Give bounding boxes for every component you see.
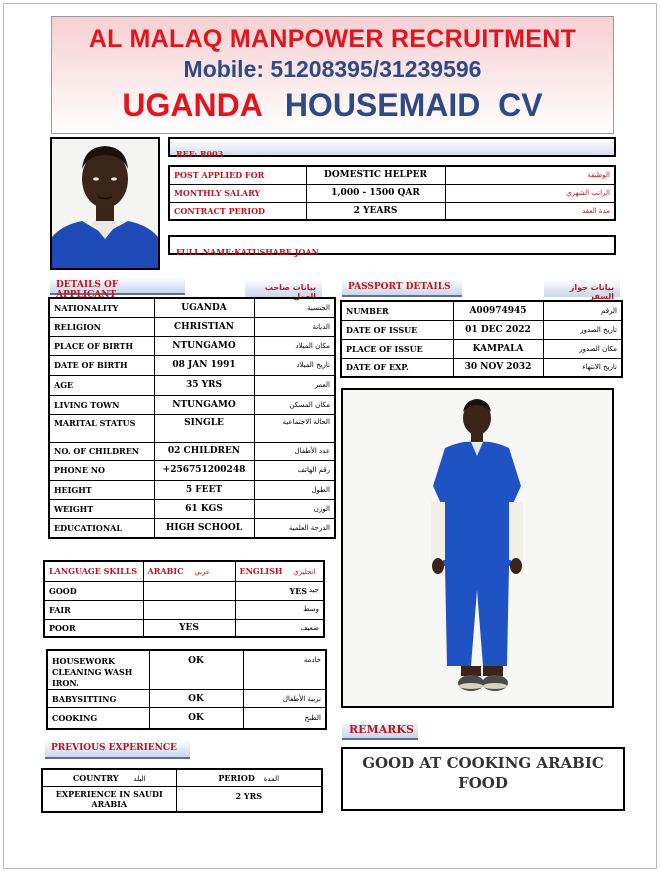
ref-box	[168, 137, 616, 157]
passport-label-ar: الرقم	[543, 301, 622, 320]
passport-label: NUMBER	[341, 301, 453, 320]
applicant-label: NATIONALITY	[49, 298, 154, 317]
experience-period-label-ar: المدة	[263, 774, 280, 783]
applicant-value: NTUNGAMO	[154, 395, 254, 414]
remarks-box: GOOD AT COOKING ARABIC FOOD	[341, 747, 625, 811]
portrait-image	[52, 139, 158, 268]
applicant-section-title-ar: بيانات صاحب العمل	[245, 279, 322, 297]
applicant-label: LIVING TOWN	[49, 395, 154, 414]
full-name: FULL NAME:KATUSHABE JOAN	[176, 247, 319, 257]
applicant-value: 61 KGS	[154, 499, 254, 518]
experience-table	[41, 768, 323, 813]
post-label-ar: الراتب الشهري	[445, 184, 615, 202]
applicant-label-ar: العمر	[254, 375, 335, 395]
passport-label: DATE OF EXP.	[341, 358, 453, 377]
applicant-table	[48, 297, 336, 539]
language-header-row	[44, 561, 324, 581]
applicant-label: RELIGION	[49, 317, 154, 336]
skill-label: COOKING	[47, 708, 149, 729]
applicant-label-ar: مكان المسكن	[254, 395, 335, 414]
language-header-arabic	[143, 561, 235, 581]
skill-label-ar: تربية الأطفال	[243, 690, 326, 708]
language-table	[43, 560, 325, 638]
applicant-label-ar: الجنسية	[254, 298, 335, 317]
full-body-image	[343, 390, 612, 706]
applicant-label: WEIGHT	[49, 499, 154, 518]
applicant-label-ar: مكان الميلاد	[254, 336, 335, 355]
applicant-value: SINGLE	[154, 414, 254, 442]
post-row	[169, 202, 615, 220]
passport-label: PLACE OF ISSUE	[341, 339, 453, 358]
language-header-english	[235, 561, 324, 581]
experience-period-header	[176, 769, 322, 786]
language-level-ar: وسط	[303, 604, 319, 613]
header-banner	[51, 16, 614, 134]
experience-country-label-ar: البلد	[133, 774, 146, 783]
skill-row	[47, 650, 326, 690]
passport-row	[341, 358, 622, 377]
experience-section-title: PREVIOUS EXPERIENCE	[45, 740, 190, 759]
skill-row	[47, 708, 326, 729]
applicant-row	[49, 375, 335, 395]
experience-country: EXPERIENCE IN SAUDI ARABIA	[42, 786, 176, 812]
skill-value: OK	[149, 650, 243, 690]
applicant-label: DATE OF BIRTH	[49, 355, 154, 375]
passport-row	[341, 301, 622, 320]
language-level-ar: جيد	[308, 585, 319, 594]
applicant-label-ar: رقم الهاتف	[254, 460, 335, 480]
skill-label: BABYSITTING	[47, 690, 149, 708]
post-row	[169, 166, 615, 184]
post-label-ar: الوظيفة	[445, 166, 615, 184]
skill-label-ar: الطبخ	[243, 708, 326, 729]
passport-label-ar: مكان الصدور	[543, 339, 622, 358]
experience-header-row	[42, 769, 322, 786]
language-english-cell	[235, 619, 324, 637]
language-level: POOR	[44, 619, 143, 637]
language-row	[44, 600, 324, 619]
applicant-value: 02 CHILDREN	[154, 442, 254, 460]
post-label: CONTRACT PERIOD	[169, 202, 306, 220]
language-arabic-value	[143, 581, 235, 600]
applicant-label-ar: تاريخ الميلاد	[254, 355, 335, 375]
passport-label-ar: تاريخ الصدور	[543, 320, 622, 339]
applicant-label: EDUCATIONAL	[49, 518, 154, 538]
applicant-label-ar: الطول	[254, 480, 335, 499]
applicant-label-ar: الحالة الاجتماعية	[254, 414, 335, 442]
language-english-value: YES	[289, 585, 308, 596]
applicant-value: +256751200248	[154, 460, 254, 480]
language-english-cell	[235, 600, 324, 619]
applicant-value: NTUNGAMO	[154, 336, 254, 355]
applicant-section-title: DETAILS OF APPLICANT	[50, 277, 185, 295]
post-row	[169, 184, 615, 202]
applicant-label-ar: الوزن	[254, 499, 335, 518]
experience-country-header	[42, 769, 176, 786]
applicant-row	[49, 442, 335, 460]
applicant-row	[49, 480, 335, 499]
passport-table	[340, 300, 623, 378]
skill-label: HOUSEWORK CLEANING WASH IRON.	[47, 650, 149, 690]
skill-value: OK	[149, 708, 243, 729]
language-row	[44, 581, 324, 600]
applicant-value: CHRISTIAN	[154, 317, 254, 336]
passport-label: DATE OF ISSUE	[341, 320, 453, 339]
applicant-row	[49, 336, 335, 355]
post-value: 1,000 - 1500 QAR	[306, 184, 445, 202]
applicant-label: MARITAL STATUS	[49, 414, 154, 442]
applicant-label: AGE	[49, 375, 154, 395]
language-level: GOOD	[44, 581, 143, 600]
language-level: FAIR	[44, 600, 143, 619]
passport-value: 30 NOV 2032	[453, 358, 543, 377]
applicant-row	[49, 317, 335, 336]
language-english-cell	[235, 581, 324, 600]
portrait-photo	[50, 137, 160, 270]
language-arabic-label: ARABIC	[147, 566, 184, 577]
passport-value: KAMPALA	[453, 339, 543, 358]
applicant-label: HEIGHT	[49, 480, 154, 499]
skills-table	[46, 649, 327, 730]
experience-row	[42, 786, 322, 812]
applicant-row	[49, 460, 335, 480]
language-arabic-value	[143, 600, 235, 619]
cv-country: UGANDA	[122, 87, 263, 123]
experience-period: 2 YRS	[176, 786, 322, 812]
ref-number: REF: R003	[176, 149, 224, 159]
passport-section-title: PASSPORT DETAILS	[342, 279, 462, 297]
cv-doc-type: HOUSEMAID CV	[284, 87, 543, 123]
post-value: 2 YEARS	[306, 202, 445, 220]
cv-title	[52, 87, 613, 124]
post-value: DOMESTIC HELPER	[306, 166, 445, 184]
applicant-label: PLACE OF BIRTH	[49, 336, 154, 355]
applicant-label-ar: عدد الأطفال	[254, 442, 335, 460]
experience-country-label: COUNTRY	[72, 772, 119, 783]
remarks-section-title: REMARKS	[342, 720, 418, 740]
language-row	[44, 619, 324, 637]
language-level-ar: ضعيف	[300, 623, 319, 632]
language-arabic-value: YES	[143, 619, 235, 637]
skill-label-ar: خادمة	[243, 650, 326, 690]
applicant-row	[49, 298, 335, 317]
passport-value: A00974945	[453, 301, 543, 320]
applicant-value: HIGH SCHOOL	[154, 518, 254, 538]
passport-label-ar: تاريخ الانتهاء	[543, 358, 622, 377]
language-arabic-label-ar: عربي	[194, 568, 211, 577]
passport-value: 01 DEC 2022	[453, 320, 543, 339]
passport-section-title-ar: بيانات جواز السفر	[544, 279, 620, 297]
applicant-row	[49, 499, 335, 518]
experience-period-label: PERIOD	[218, 772, 255, 783]
language-header-label: LANGUAGE SKILLS	[44, 561, 143, 581]
applicant-value: 5 FEET	[154, 480, 254, 499]
mobile-number: Mobile: 51208395/31239596	[183, 56, 482, 82]
applicant-label-ar: الديانة	[254, 317, 335, 336]
applicant-value: 08 JAN 1991	[154, 355, 254, 375]
applicant-label-ar: الدرجة العلمية	[254, 518, 335, 538]
applicant-row	[49, 355, 335, 375]
language-english-label-ar: انجليزي	[293, 568, 316, 577]
applicant-row	[49, 518, 335, 538]
passport-row	[341, 320, 622, 339]
post-table	[168, 165, 616, 221]
applicant-row	[49, 414, 335, 442]
skill-row	[47, 690, 326, 708]
language-english-label: ENGLISH	[239, 566, 283, 577]
applicant-value: 35 YRS	[154, 375, 254, 395]
full-body-photo	[341, 388, 614, 708]
applicant-label: NO. OF CHILDREN	[49, 442, 154, 460]
skill-value: OK	[149, 690, 243, 708]
post-label: MONTHLY SALARY	[169, 184, 306, 202]
post-label: POST APPLIED FOR	[169, 166, 306, 184]
applicant-label: PHONE NO	[49, 460, 154, 480]
applicant-row	[49, 395, 335, 414]
company-name: AL MALAQ MANPOWER RECRUITMENT	[88, 25, 577, 53]
applicant-value: UGANDA	[154, 298, 254, 317]
post-label-ar: مدة العقد	[445, 202, 615, 220]
passport-row	[341, 339, 622, 358]
full-name-box	[168, 235, 616, 255]
